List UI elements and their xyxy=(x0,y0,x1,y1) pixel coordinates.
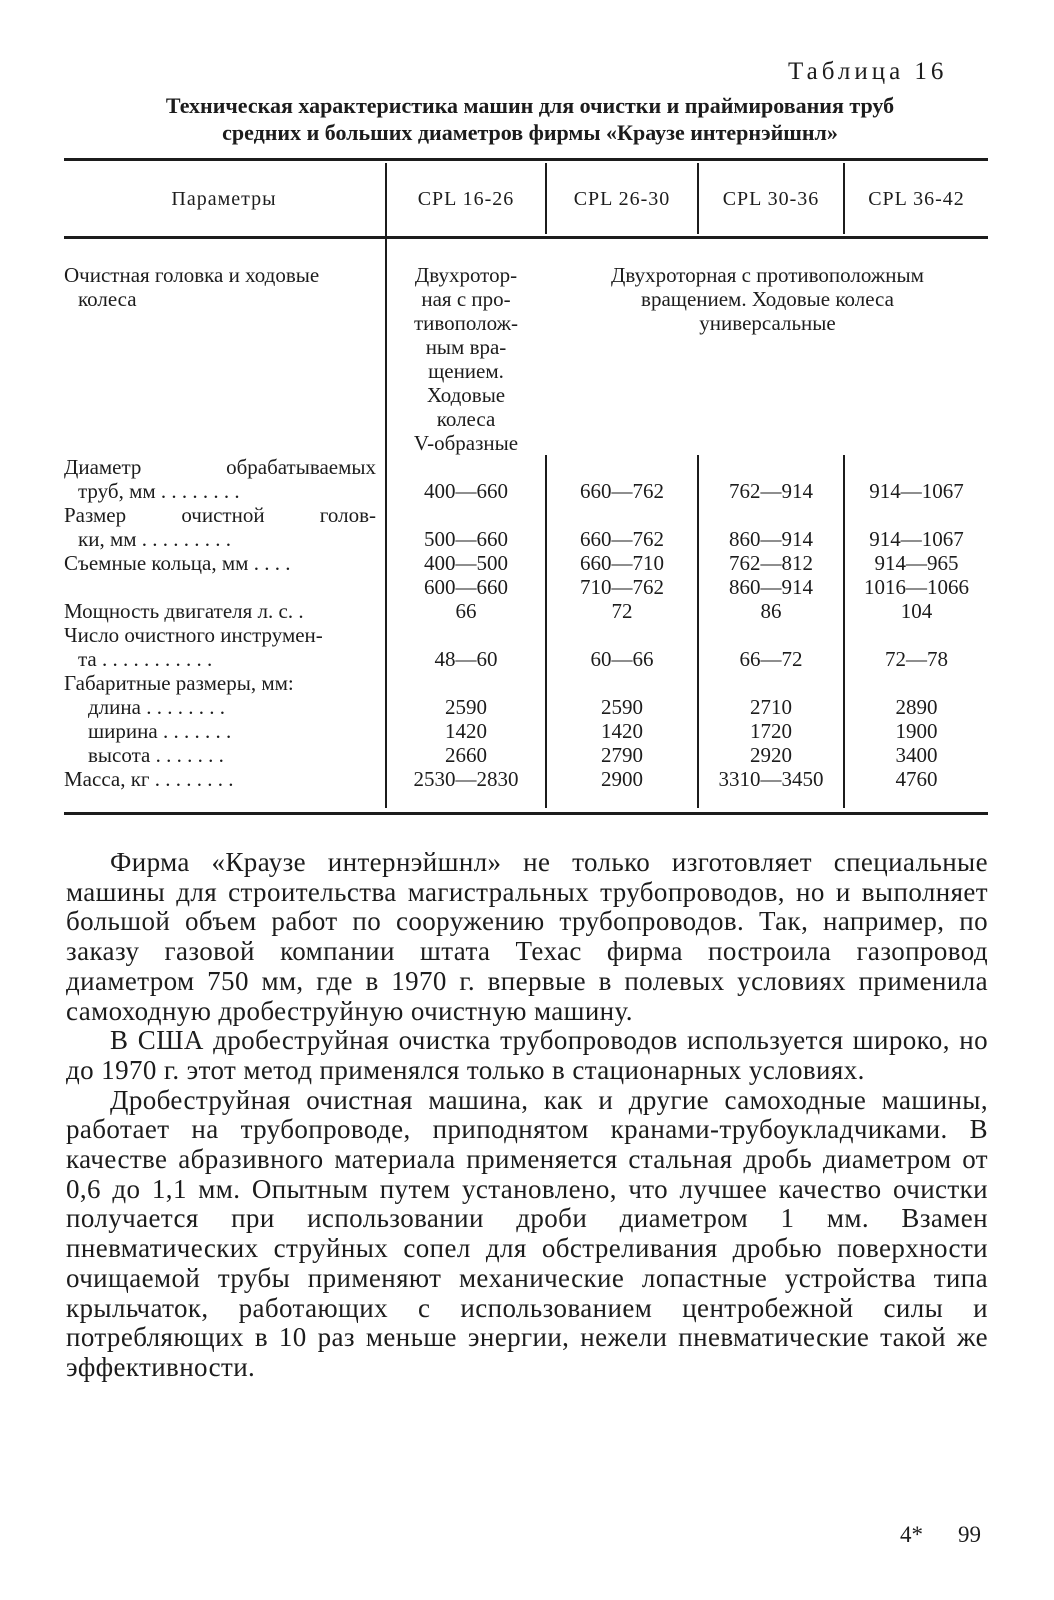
cell-power-col-1: 66 xyxy=(455,599,477,623)
table-title-line-1: Техническая характеристика машин для очистки и праймирования труб xyxy=(165,93,895,118)
cell-head-merged: Двухроторная с противоположным вращением. Ходовые колеса универсальные xyxy=(611,263,924,335)
cell-width-col-3: 1720 xyxy=(750,719,792,743)
cell-width-col-2: 1420 xyxy=(601,719,643,743)
param-mass: Масса, кг . . . . . . . . xyxy=(64,767,234,791)
param-length: длина . . . . . . . . xyxy=(88,695,225,719)
table-top-rule xyxy=(64,158,988,161)
paragraph: Фирма «Краузе интернэйшнл» не только изготовляет специальные машины для строительства магистральных трубопроводов, но и выполняет большой объем работ по сооружению трубопроводов. Так, например, по заказу газовой компании штата Техас фирма построила газопровод диаметром 750 мм, где в 1970 г. впервые в полевых условиях применила самоходную дробеструйную очистную машину. xyxy=(66,847,988,1026)
param-width: ширина . . . . . . . xyxy=(88,719,232,743)
cell-diameter-col-4: 914—1067 xyxy=(869,479,964,503)
cell-head-size-col-1: 500—660 xyxy=(424,527,508,551)
page-number: 99 xyxy=(958,1522,981,1547)
cell-width-col-4: 1900 xyxy=(895,719,938,743)
cell-diameter-col-2: 660—762 xyxy=(580,479,664,503)
cell-height-col-4: 3400 xyxy=(895,743,938,767)
table-label: Таблица 16 xyxy=(788,58,948,85)
cell-head-size-col-3: 860—914 xyxy=(729,527,813,551)
param-rings: Съемные кольца, мм . . . . xyxy=(64,551,291,575)
header-params: Параметры xyxy=(171,188,277,210)
cell-head-size-col-4: 914—1067 xyxy=(869,527,964,551)
cell-mass-col-4: 4760 xyxy=(895,767,938,791)
paragraph: В США дробеструйная очистка трубопроводов используется широко, но до 1970 г. этот метод применялся только в стационарных условиях. xyxy=(66,1025,988,1085)
cell-power-col-2: 72 xyxy=(611,599,633,623)
cell-rings-col-4: 914—965 1016—1066 xyxy=(864,551,969,599)
cell-power-col-3: 86 xyxy=(760,599,782,623)
cell-mass-col-2: 2900 xyxy=(601,767,643,791)
cell-rings-col-3: 762—812 860—914 xyxy=(729,551,813,599)
body-text xyxy=(66,848,988,1383)
cell-length-col-4: 2890 xyxy=(895,695,938,719)
cell-width-col-1: 1420 xyxy=(445,719,487,743)
paragraph: Дробеструйная очистная машина, как и другие самоходные машины, работает на трубопроводе, приподнятом кранами-трубоукладчиками. В качестве абразивного материала применяется стальная дробь диаметром от 0,6 до 1,1 мм. Опытным путем установлено, что лучшее качество очистки получается при использовании дроби диаметром 1 мм. Взамен пневматических струйных сопел для обстреливания дробью поверхности очищаемой трубы применяют механические лопастные устройства типа крыльчаток, работающих с использованием центробежной силы и потребляющих в 10 раз меньше энергии, нежели пневматические такой же эффективности. xyxy=(66,1084,988,1382)
table-bottom-rule xyxy=(64,812,988,815)
cell-height-col-2: 2790 xyxy=(601,743,643,767)
header-col-4: CPL 36-42 xyxy=(868,188,965,210)
cell-power-col-4: 104 xyxy=(900,599,933,623)
cell-length-col-1: 2590 xyxy=(445,695,487,719)
cell-tools-col-1: 48—60 xyxy=(434,647,498,671)
header-col-1: CPL 16-26 xyxy=(417,188,515,210)
cell-rings-col-1: 400—500 600—660 xyxy=(424,551,508,599)
param-dimensions: Габаритные размеры, мм: xyxy=(64,671,294,695)
signature-mark: 4* xyxy=(900,1522,923,1547)
table-header-rule xyxy=(64,236,988,239)
param-head-size: Размер очистной голов- ки, мм . . . . . . . . . xyxy=(64,503,376,551)
cell-diameter-col-3: 762—914 xyxy=(729,479,813,503)
table-title xyxy=(90,92,970,146)
param-power: Мощность двигателя л. с. . xyxy=(64,599,304,623)
param-pipe-diameter: Диаметр обрабатываемых труб, мм . . . . . . . . xyxy=(64,455,376,503)
cell-diameter-col-1: 400—660 xyxy=(424,479,508,503)
cell-head-col-1: Двухротор- ная с про- тивополож- ным вра- щением. Ходовые колеса V-образные xyxy=(413,263,519,455)
header-col-2: CPL 26-30 xyxy=(573,188,671,210)
cell-mass-col-1: 2530—2830 xyxy=(413,767,519,791)
param-height: высота . . . . . . . xyxy=(88,743,224,767)
cell-tools-col-3: 66—72 xyxy=(739,647,803,671)
table-title-line-2: средних и больших диаметров фирмы «Краузе интернэйшнл» xyxy=(222,120,838,145)
cell-mass-col-3: 3310—3450 xyxy=(718,767,824,791)
header-col-3: CPL 30-36 xyxy=(722,188,820,210)
cell-length-col-2: 2590 xyxy=(601,695,643,719)
cell-tools-col-4: 72—78 xyxy=(885,647,948,671)
param-cleaning-head: Очистная головка и ходовые колеса xyxy=(64,263,320,311)
cell-length-col-3: 2710 xyxy=(750,695,792,719)
cell-head-size-col-2: 660—762 xyxy=(580,527,664,551)
param-tools: Число очистного инструмен- та . . . . . . . . . . . xyxy=(64,623,323,671)
cell-rings-col-2: 660—710 710—762 xyxy=(580,551,664,599)
cell-height-col-3: 2920 xyxy=(750,743,792,767)
cell-height-col-1: 2660 xyxy=(445,743,487,767)
cell-tools-col-2: 60—66 xyxy=(590,647,654,671)
